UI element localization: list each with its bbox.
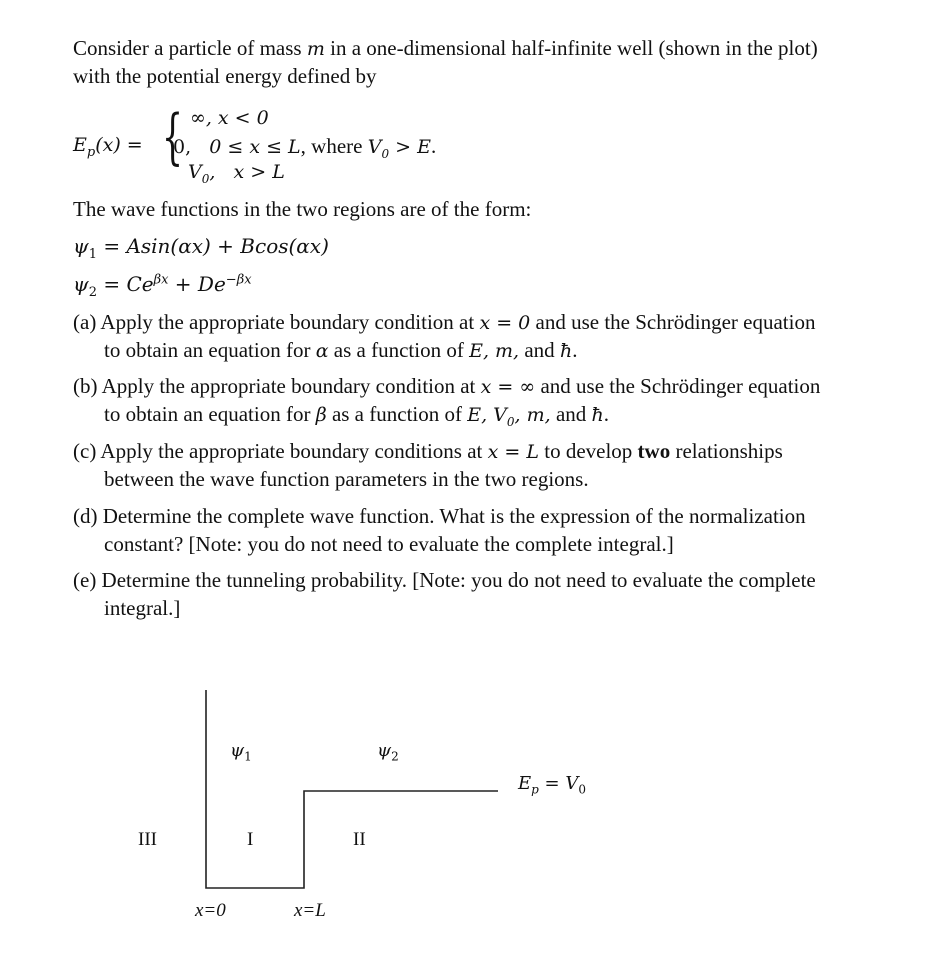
question-c-bold-two: two — [637, 439, 671, 463]
region-III-label: III — [138, 829, 157, 850]
intro-line-1: Consider a particle of mass m in a one-dimensional half-infinite well (shown in the plot) — [73, 36, 818, 60]
diagram-ep-label: $E_p = V_0$ — [518, 773, 586, 797]
wave-intro: The wave functions in the two regions are of the form: — [73, 197, 532, 221]
xL-label: x=L — [294, 900, 326, 921]
intro-line-2: with the potential energy defined by — [73, 64, 377, 88]
diagram-psi1-label: $\psi_1$ — [230, 740, 252, 764]
question-e-line-1: (e) Determine the tunneling probability. [Note: you do not need to evaluate the complete — [73, 568, 816, 592]
potential-case-3: $V_0$, x > L — [188, 161, 285, 186]
region-II-label: II — [353, 829, 366, 850]
region-I-label: I — [247, 829, 254, 850]
potential-case-1: ∞, x < 0 — [190, 107, 269, 129]
question-a-line-2: to obtain an equation for α as a function of E, m, and ħ. — [104, 338, 578, 362]
question-b-line-1: (b) Apply the appropriate boundary condition at x = ∞ and use the Schrödinger equation — [73, 374, 821, 398]
question-c-line-1: (c) Apply the appropriate boundary conditions at x = L to develop two relationships — [73, 439, 783, 463]
question-b-line-2: to obtain an equation for β as a function of E, $V_0$, m, and ħ. — [104, 402, 610, 429]
question-a-line-1: (a) Apply the appropriate boundary condition at x = 0 and use the Schrödinger equation — [73, 310, 816, 334]
equation-psi2: $\psi_2 = Ce^{\beta x} + De^{-\beta x}$ — [73, 272, 252, 300]
diagram-psi2-label: $\psi_2$ — [377, 740, 399, 764]
equation-psi1: $\psi_1 = Asin(\alpha x) + Bcos(\alpha x)$ — [73, 234, 329, 262]
x0-label: x=0 — [195, 900, 226, 921]
potential-lhs: $E_p(x)$ = — [73, 134, 143, 160]
question-d-line-1: (d) Determine the complete wave function. What is the expression of the normalization — [73, 504, 806, 528]
piecewise-brace: { — [162, 102, 184, 172]
question-c-line-2: between the wave function parameters in the two regions. — [104, 467, 589, 491]
question-d-line-2: constant? [Note: you do not need to evaluate the complete integral.] — [104, 532, 674, 556]
potential-case-2: 0, 0 ≤ x ≤ L, where $V_0 > E$. — [173, 134, 437, 161]
well-outline — [206, 690, 498, 888]
question-e-line-2: integral.] — [104, 596, 181, 620]
